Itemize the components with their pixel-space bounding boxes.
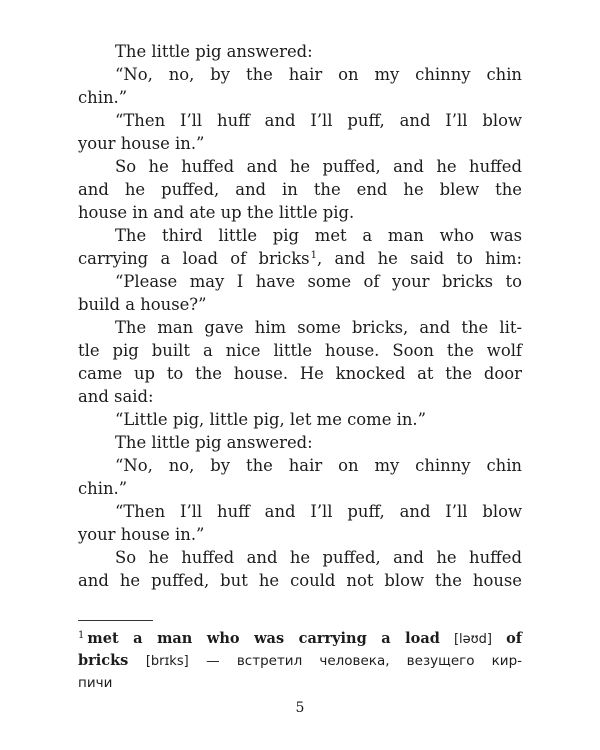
text-line: your house in.” <box>78 525 205 544</box>
footnote-phrase: of <box>506 630 522 647</box>
text-line: and he puffed, and in the end he blew the <box>78 180 522 199</box>
text-line: and he puffed, but he could not blow the house <box>78 571 522 590</box>
footnote-marker: 1 <box>78 630 85 641</box>
text-line: The third little pig met a man who was <box>115 226 522 245</box>
footnote <box>78 628 522 694</box>
text-line: The little pig answered: <box>115 433 313 452</box>
footnote-transcription: [ləʊd] <box>453 632 492 647</box>
text-line: “No, no, by the hair on my chinny chin <box>115 456 522 475</box>
footnote-line <box>78 650 522 672</box>
text-line: “Please may I have some of your bricks to <box>115 272 522 291</box>
footnote-phrase: bricks <box>78 652 129 669</box>
text-line: The little pig answered: <box>115 42 313 61</box>
text-line: “Then I’ll huff and I’ll puff, and I’ll blow <box>115 111 522 130</box>
footnote-reference[interactable]: 1 <box>310 250 317 261</box>
text-line: came up to the house. He knocked at the door <box>78 364 522 383</box>
text-line: “Then I’ll huff and I’ll puff, and I’ll blow <box>115 502 522 521</box>
text-line: “Little pig, little pig, let me come in.” <box>115 410 427 429</box>
text-fragment: , and he said to him: <box>316 249 523 268</box>
story-text <box>78 40 522 592</box>
text-line: “No, no, by the hair on my chinny chin <box>115 65 522 84</box>
text-line-with-footnote-ref <box>78 247 522 270</box>
text-line: chin.” <box>78 88 128 107</box>
text-line: The man gave him some bricks, and the lit- <box>115 318 522 337</box>
text-line: chin.” <box>78 479 128 498</box>
text-line: your house in.” <box>78 134 205 153</box>
footnote-phrase: met a man who was carrying a load <box>87 630 440 647</box>
footnote-line <box>78 628 522 650</box>
footnote-translation: — встретил человека, везущего кир- <box>206 653 523 669</box>
page-number: 5 <box>295 700 305 716</box>
footnote-divider <box>78 620 153 621</box>
text-line: and said: <box>78 387 154 406</box>
text-line: So he huffed and he puffed, and he huffed <box>115 548 522 567</box>
footnote-translation: пичи <box>78 675 113 691</box>
text-line: build a house?” <box>78 295 207 314</box>
footnote-line <box>78 672 522 694</box>
text-line: So he huffed and he puffed, and he huffed <box>115 157 522 176</box>
text-line: house in and ate up the little pig. <box>78 203 355 222</box>
text-fragment: carrying a load of bricks <box>78 249 310 268</box>
text-line: tle pig built a nice little house. Soon the wolf <box>78 341 522 360</box>
footnote-transcription: [brɪks] <box>145 654 189 669</box>
